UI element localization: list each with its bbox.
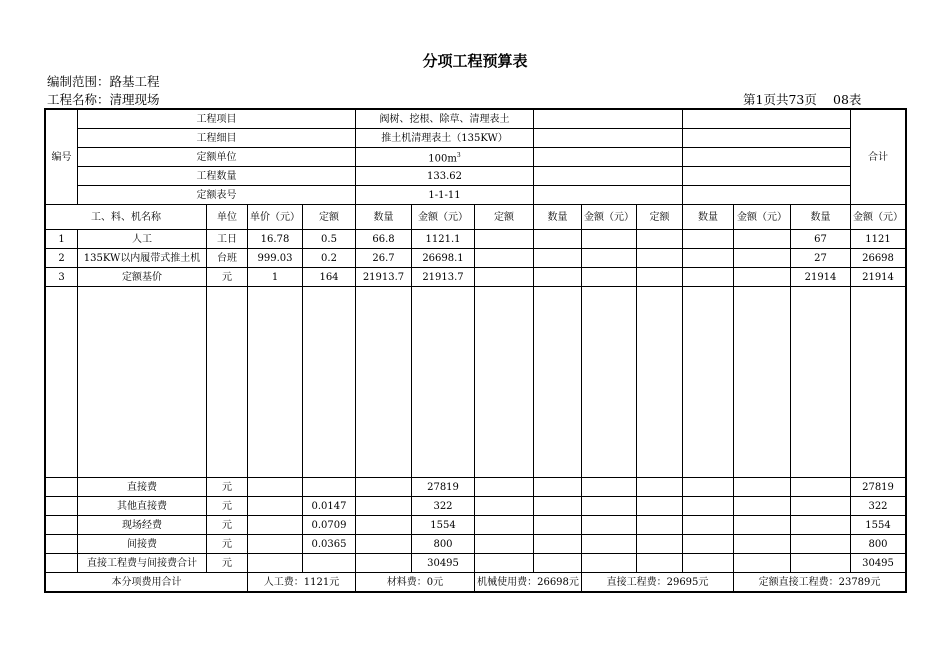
column-header-row [45, 205, 906, 230]
item-value: 阀树、挖根、除草、清理表土 [356, 109, 534, 129]
unit-superscript: 3 [456, 151, 461, 159]
empty-cell [683, 186, 851, 205]
fee-quota [303, 554, 356, 573]
col-quantity: 数量 [356, 205, 412, 230]
row-unit: 台班 [207, 249, 248, 268]
col-quota: 定额 [303, 205, 356, 230]
header-row-table [45, 186, 906, 205]
scope-label: 编制范围：路基工程 [47, 74, 160, 89]
page-number: 第1页共73页 [743, 92, 817, 107]
row-unit: 工日 [207, 230, 248, 249]
table-label: 定额表号 [78, 186, 356, 205]
fee-amount: 800 [412, 535, 475, 554]
fee-row [45, 516, 906, 535]
blank-area-row [45, 287, 906, 478]
fee-total-amount: 1554 [851, 516, 907, 535]
fee-total-amount: 322 [851, 497, 907, 516]
fee-amount: 322 [412, 497, 475, 516]
row-total-qty: 21914 [791, 268, 851, 287]
empty-cell [683, 148, 851, 167]
unit-label: 定额单位 [78, 148, 356, 167]
qty-value: 133.62 [356, 167, 534, 186]
empty-cell [534, 186, 683, 205]
row-amount: 26698.1 [412, 249, 475, 268]
header-row-item [45, 109, 906, 129]
empty-cell [683, 109, 851, 129]
col-amount-3: 金额（元） [734, 205, 791, 230]
row-total-amount: 1121 [851, 230, 907, 249]
row-quota: 0.2 [303, 249, 356, 268]
row-qty: 26.7 [356, 249, 412, 268]
row-name: 人工 [78, 230, 207, 249]
code-header: 编号 [45, 109, 78, 205]
col-amount-2: 金额（元） [582, 205, 637, 230]
col-name: 工、料、机名称 [45, 205, 207, 230]
empty-cell [534, 109, 683, 129]
fee-quota [303, 478, 356, 497]
fee-total-amount: 30495 [851, 554, 907, 573]
fee-amount: 1554 [412, 516, 475, 535]
header-row-qty [45, 167, 906, 186]
budget-table [44, 108, 907, 593]
project-name-label: 工程名称：清理现场 [47, 92, 160, 107]
table-value: 1-1-11 [356, 186, 534, 205]
fee-name: 直接费 [78, 478, 207, 497]
empty-cell [534, 129, 683, 148]
table-row [45, 249, 906, 268]
col-total-amount: 金额（元） [851, 205, 907, 230]
row-qty: 66.8 [356, 230, 412, 249]
col-total-qty: 数量 [791, 205, 851, 230]
col-unit: 单位 [207, 205, 248, 230]
row-quota: 0.5 [303, 230, 356, 249]
total-header: 合计 [851, 109, 907, 205]
header-row-unit [45, 148, 906, 167]
col-amount: 金额（元） [412, 205, 475, 230]
fee-unit: 元 [207, 535, 248, 554]
empty-cell [534, 167, 683, 186]
page-title: 分项工程预算表 [422, 52, 528, 70]
row-no: 1 [45, 230, 78, 249]
summary-labor: 人工费：1121元 [248, 573, 356, 593]
fee-row [45, 535, 906, 554]
summary-machine: 机械使用费：26698元 [475, 573, 582, 593]
row-name: 定额基价 [78, 268, 207, 287]
row-qty: 21913.7 [356, 268, 412, 287]
fee-row [45, 554, 906, 573]
unit-value: 100m [428, 153, 457, 165]
col-quantity-3: 数量 [683, 205, 734, 230]
fee-quota: 0.0147 [303, 497, 356, 516]
header-row-detail [45, 129, 906, 148]
summary-material: 材料费：0元 [356, 573, 475, 593]
fee-quota: 0.0709 [303, 516, 356, 535]
col-quota-2: 定额 [475, 205, 534, 230]
row-no: 2 [45, 249, 78, 268]
summary-row [45, 573, 906, 593]
empty-cell [683, 167, 851, 186]
row-price: 16.78 [248, 230, 303, 249]
fee-name: 其他直接费 [78, 497, 207, 516]
fee-unit: 元 [207, 497, 248, 516]
fee-unit: 元 [207, 554, 248, 573]
table-row [45, 230, 906, 249]
fee-total-amount: 27819 [851, 478, 907, 497]
item-label: 工程项目 [78, 109, 356, 129]
fee-unit: 元 [207, 516, 248, 535]
row-quota: 164 [303, 268, 356, 287]
col-quota-3: 定额 [637, 205, 683, 230]
fee-name: 直接工程费与间接费合计 [78, 554, 207, 573]
form-number: 08表 [833, 92, 862, 107]
fee-name: 间接费 [78, 535, 207, 554]
summary-quota-direct: 定额直接工程费：23789元 [734, 573, 907, 593]
row-amount: 21913.7 [412, 268, 475, 287]
fee-amount: 30495 [412, 554, 475, 573]
row-no: 3 [45, 268, 78, 287]
fee-unit: 元 [207, 478, 248, 497]
fee-row [45, 478, 906, 497]
row-total-qty: 27 [791, 249, 851, 268]
row-name: 135KW以内履带式推土机 [78, 249, 207, 268]
row-price: 1 [248, 268, 303, 287]
fee-amount: 27819 [412, 478, 475, 497]
fee-name: 现场经费 [78, 516, 207, 535]
empty-cell [534, 148, 683, 167]
row-total-qty: 67 [791, 230, 851, 249]
empty-cell [683, 129, 851, 148]
col-price: 单价（元） [248, 205, 303, 230]
table-row [45, 268, 906, 287]
row-unit: 元 [207, 268, 248, 287]
fee-row [45, 497, 906, 516]
row-total-amount: 26698 [851, 249, 907, 268]
fee-total-amount: 800 [851, 535, 907, 554]
summary-label: 本分项费用合计 [45, 573, 248, 593]
row-price: 999.03 [248, 249, 303, 268]
row-total-amount: 21914 [851, 268, 907, 287]
detail-label: 工程细目 [78, 129, 356, 148]
unit-value-cell [356, 148, 534, 167]
row-amount: 1121.1 [412, 230, 475, 249]
col-quantity-2: 数量 [534, 205, 582, 230]
detail-value: 推土机清理表土（135KW） [356, 129, 534, 148]
qty-label: 工程数量 [78, 167, 356, 186]
fee-quota: 0.0365 [303, 535, 356, 554]
summary-direct: 直接工程费：29695元 [582, 573, 734, 593]
